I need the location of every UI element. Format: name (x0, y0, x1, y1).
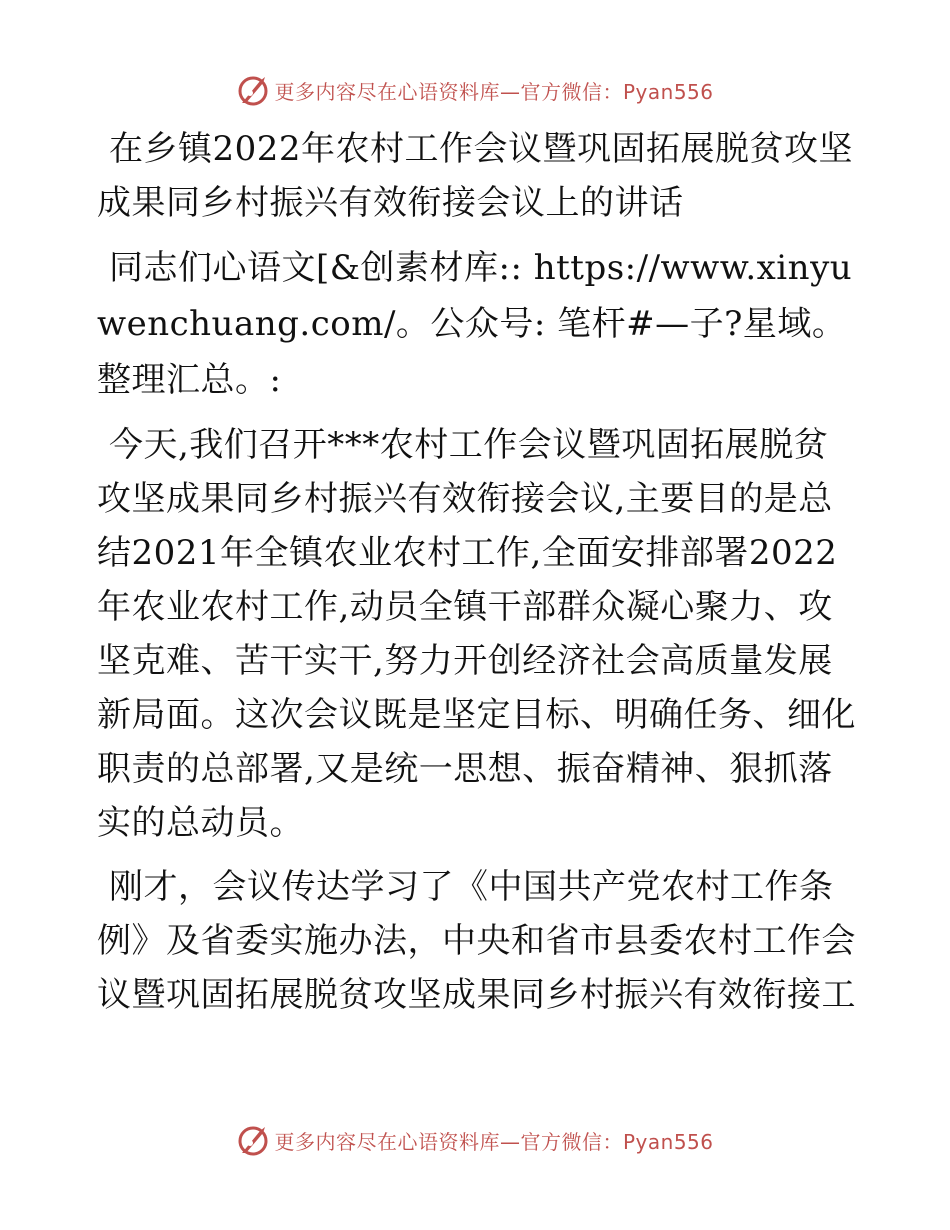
footer-banner-text: 更多内容尽在心语资料库—官方微信：Pyan556 (274, 1129, 714, 1154)
document-body (97, 122, 857, 1032)
footer-banner (0, 1120, 950, 1160)
header-banner (0, 70, 950, 110)
pen-logo-icon (236, 73, 270, 107)
document-title: 在乡镇2022年农村工作会议暨巩固拓展脱贫攻坚成果同乡村振兴有效衔接会议上的讲话 (97, 129, 854, 223)
paragraph: 刚才，会议传达学习了《中国共产党农村工作条例》及省委实施办法，中央和省市县委农村工作会议暨巩固拓展脱贫攻坚成果同乡村振兴有效衔接工 (97, 867, 856, 1015)
paragraph: 同志们心语文[&创素材库:: https://www.xinyuwenchuang.com/。公众号: 笔杆#—子?星域。整理汇总。: (97, 248, 853, 400)
pen-logo-icon (236, 1123, 270, 1157)
header-banner-text: 更多内容尽在心语资料库—官方微信：Pyan556 (274, 79, 714, 104)
paragraph: 今天,我们召开***农村工作会议暨巩固拓展脱贫攻坚成果同乡村振兴有效衔接会议,主要目的是总结2021年全镇农业农村工作,全面安排部署2022年农业农村工作,动员全镇干部群众凝心聚力、攻坚克难、苦干实干,努力开创经济社会高质量发展新局面。这次会议既是坚定目标、明确任务、细化职责的总部署,又是统一思想、振奋精神、狠抓落实的总动员。 (97, 425, 856, 843)
